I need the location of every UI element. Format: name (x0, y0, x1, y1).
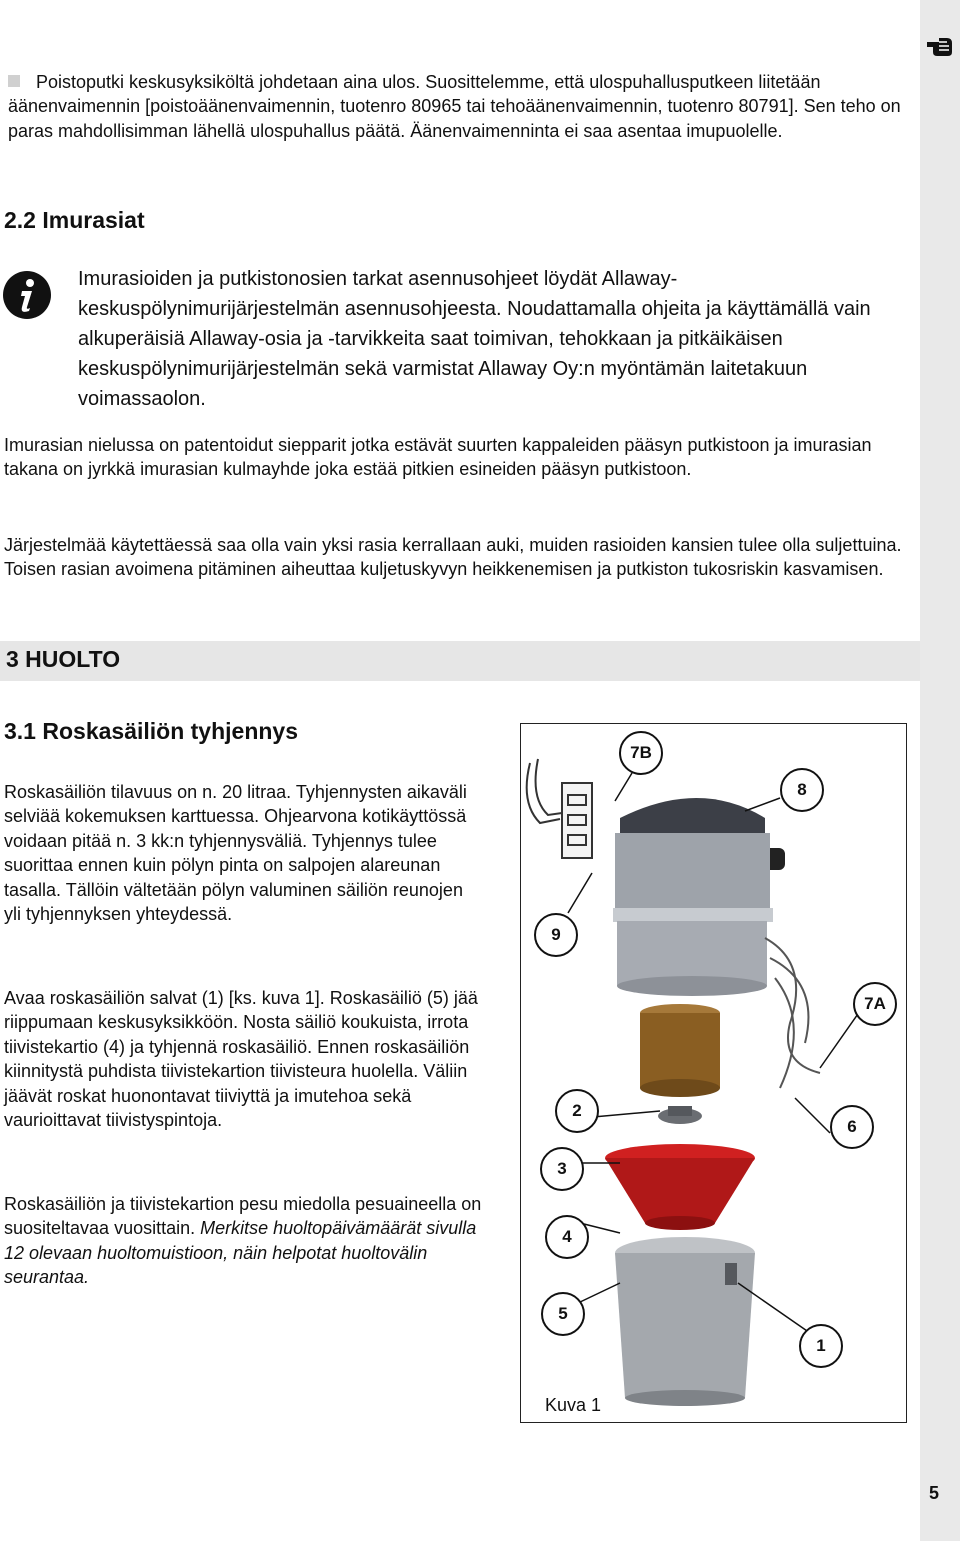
section-band (0, 641, 920, 681)
paragraph-tilavuus: Roskasäiliön tilavuus on n. 20 litraa. Tyhjennysten aikaväli selviää kokemuksen karttuessa. Ohjearvona kotikäyttössä voidaan pitää n. 3 kk:n tyhjennysväliä. Tyhjennys tulee suorittaa ennen kuin pölyn pinta on salpojen alareunan tasalla. Tällöin vältetään pölyn valuminen säiliön reunojen yli tyhjennyksen yhteydessä. (4, 782, 467, 925)
section-heading-2-2: 2.2 Imurasiat (4, 207, 145, 233)
filter-cartridge (640, 1004, 720, 1097)
figure-caption: Kuva 1 (545, 1395, 602, 1415)
info-text: Imurasioiden ja putkistonosien tarkat asennusohjeet löydät Allaway-keskuspölynimurijärjestelmän asennusohjeesta. Noudattamalla ohjeita ja käyttämällä vain alkuperäisiä Allaway-osia ja -tarvikkeita saat toimivan, tehokkaan ja pitkäikäisen keskuspölynimurijärjestelmän sekä varmistat Allaway Oy:n myöntämän laitetakuun voimassaolon. (78, 268, 871, 410)
section-heading-3-1: 3.1 Roskasäiliön tyhjennys (4, 718, 299, 744)
callout-9: 9 (534, 913, 578, 957)
intro-paragraph: Poistoputki keskusyksiköltä johdetaan aina ulos. Suosittelemme, että ulospuhallusputkeen liitetään äänenvaimennin [poistoäänenvaimennin, tuotenro 80965 tai tehoäänenvaimennin, tuotenro 80791]. Sen teho on paras mahdollisimman lähellä ulospuhallus päätä. Äänenvaimenninta ei saa asentaa imupuolelle. (8, 72, 901, 141)
bullet-square-icon (8, 75, 20, 87)
page-number: 5 (929, 1483, 940, 1503)
paragraph-pesu: Roskasäiliön ja tiivistekartion pesu miedolla pesuaineella on suositeltavaa vuosittain. Merkitse huoltopäivämäärät sivulla 12 olevaan huoltomuistioon, näin helpotat huoltovälin seurantaa. (4, 1194, 482, 1288)
paragraph-avaa: Avaa roskasäiliön salvat (1) [ks. kuva 1]. Roskasäiliö (5) jää riippumaan keskusyksikköön. Nosta säiliö koukuista, irrota tiivistekartio (4) ja tyhjennä roskasäiliö. Ennen roskasäiliön kiinnitystä puhdista tiivistekartion tiivisteura huolella. Väliin jäävät roskat huonontavat tiiviyttä ja imutehoa sekä vaurioittavat tiivistyspintoja. (4, 988, 478, 1131)
paragraph-imurasia: Imurasian nielussa on patentoidut siepparit jotka estävät suurten kappaleiden pääsyn putkistoon ja imurasian takana on jyrkkä imurasian kulmayhde joka estää pitkien esineiden pääsyn putkistoon. (4, 435, 872, 480)
callout-6: 6 (830, 1105, 874, 1149)
section-heading-3: 3 HUOLTO (6, 646, 121, 672)
callout-3: 3 (540, 1147, 584, 1191)
callout-8: 8 (780, 768, 824, 812)
callout-5: 5 (541, 1292, 585, 1336)
paragraph-jarjestelma: Järjestelmää käytettäessä saa olla vain yksi rasia kerrallaan auki, muiden rasioiden kansien tulee olla suljettuina. Toisen rasian avoimena pitäminen aiheuttaa kuljetuskyvyn heikkenemisen ja putkiston tukosriskin kasvamisen. (4, 535, 902, 580)
callout-2: 2 (555, 1089, 599, 1133)
callout-7b: 7B (619, 731, 663, 775)
callout-4: 4 (545, 1215, 589, 1259)
info-icon (2, 270, 52, 320)
sealing-cone (605, 1144, 755, 1230)
inlet-detail (527, 759, 592, 858)
callout-1: 1 (799, 1324, 843, 1368)
hand-pointer-icon (925, 34, 955, 58)
dust-container (615, 1237, 755, 1406)
right-margin-bar (920, 0, 960, 1541)
callout-7a: 7A (853, 982, 897, 1026)
seal-part (658, 1106, 702, 1124)
